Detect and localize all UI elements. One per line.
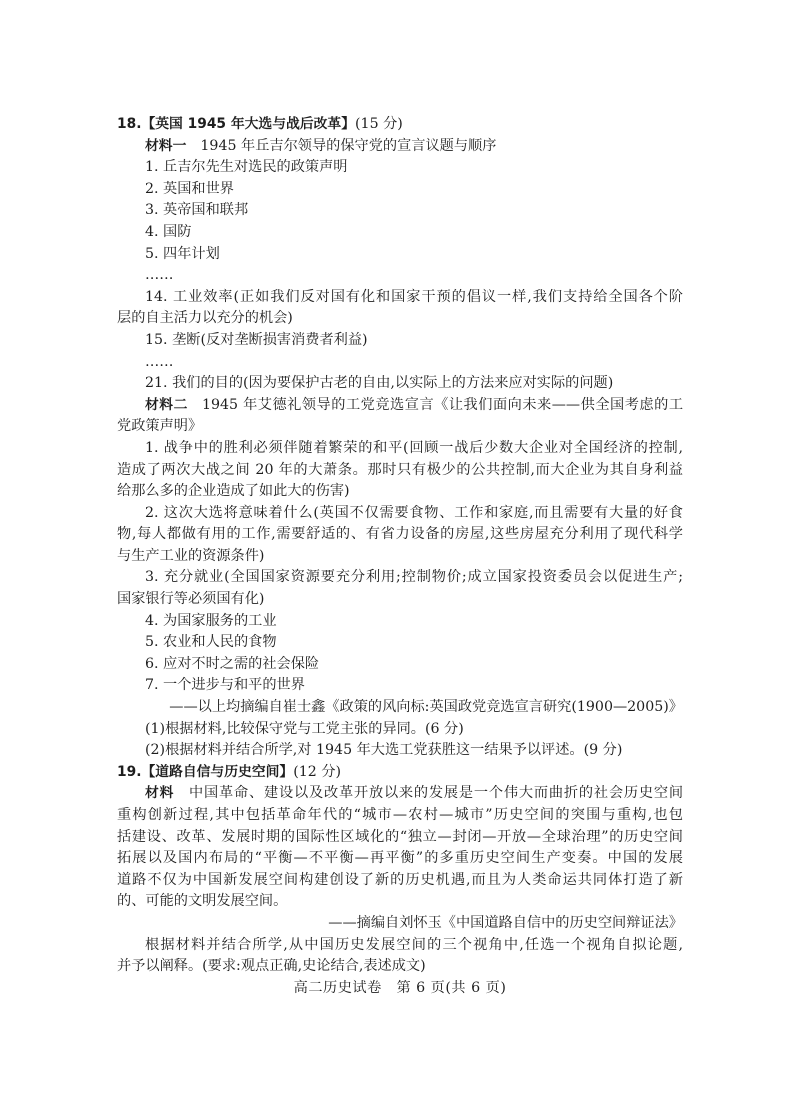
line-text: 15. 垄断(反对垄断损害消费者利益) — [145, 331, 368, 348]
text-line — [117, 265, 683, 287]
line-text: 重构创新过程,其中包括革命年代的“城市—农村—城市”历史空间的突围与重构,也包 — [117, 807, 683, 823]
text-line — [117, 503, 683, 525]
line-text: 国家银行等必须国有化) — [117, 591, 265, 608]
line-text: 中国革命、建设以及改革开放以来的发展是一个伟大而曲折的社会历史空间 — [188, 785, 683, 802]
line-text: 14. 工业效率(正如我们反对国有化和国家干预的倡议一样,我们支持给全国各个阶 — [145, 288, 683, 305]
text-line — [117, 827, 683, 849]
line-text: ——以上均摘编自崔士鑫《政策的风向标:英国政党竞选宣言研究(1900—2005)》 — [169, 699, 683, 716]
text-line — [117, 308, 683, 330]
text-line — [117, 589, 683, 611]
line-text: (15 分) — [355, 116, 403, 132]
line-text: 党政策声明》 — [117, 418, 203, 435]
text-line — [117, 287, 683, 309]
heading-label: 19.【道路自信与历史空间】 — [117, 763, 294, 780]
line-text: 物,每人都做有用的工作,需要舒适的、有省力设备的房屋,这些房屋充分利用了现代科学 — [117, 526, 683, 543]
line-text: 道路不仅为中国新发展空间构建创设了新的历史机遇,而且为人类命运共同体打造了新 — [117, 871, 683, 888]
text-line — [117, 956, 683, 978]
line-text: 根据材料并结合所学,从中国历史发展空间的三个视角中,任选一个视角自拟论题, — [145, 936, 683, 953]
line-text: …… — [145, 267, 174, 284]
line-text: 7. 一个进步与和平的世界 — [145, 677, 305, 694]
text-line — [117, 438, 683, 460]
text-line — [117, 244, 683, 266]
line-text: 1. 丘吉尔先生对选民的政策声明 — [145, 159, 348, 176]
exam-page-content — [117, 114, 683, 978]
text-line — [117, 481, 683, 503]
line-text: 5. 四年计划 — [145, 245, 220, 262]
line-text: (1)根据材料,比较保守党与工党主张的异同。(6 分) — [145, 720, 464, 737]
text-line — [117, 460, 683, 482]
text-line — [117, 373, 683, 395]
text-line — [117, 200, 683, 222]
text-line — [117, 697, 683, 719]
line-text: 21. 我们的目的(因为要保护古老的自由,以实际上的方法来应对实际的问题) — [145, 375, 614, 392]
line-text: 给那么多的企业造成了如此大的伤害) — [117, 483, 350, 500]
line-text: 1945 年艾德礼领导的工党竞选宣言《让我们面向未来——供全国考虑的工 — [201, 396, 683, 413]
line-text: 与生产工业的资源条件) — [117, 547, 265, 564]
line-text: 1. 战争中的胜利必须伴随着繁荣的和平(回顾一战后少数大企业对全国经济的控制, — [145, 439, 683, 456]
text-line — [117, 935, 683, 957]
text-line — [117, 762, 683, 784]
line-text: 层的自主活力以充分的机会) — [117, 310, 293, 327]
text-line — [117, 891, 683, 913]
text-line — [117, 114, 683, 136]
line-text: 2. 这次大选将意味着什么(英国不仅需要食物、工作和家庭,而且需要有大量的好食 — [145, 504, 683, 521]
line-text: 并予以阐释。(要求:观点正确,史论结合,表述成文) — [117, 958, 426, 975]
line-text: (12 分) — [293, 763, 342, 780]
text-line — [117, 567, 683, 589]
text-line — [117, 330, 683, 352]
line-text: 6. 应对不时之需的社会保险 — [145, 655, 320, 672]
text-line — [117, 222, 683, 244]
text-line — [117, 719, 683, 741]
text-line — [117, 870, 683, 892]
line-text: 3. 英帝国和联邦 — [145, 202, 249, 219]
text-line — [117, 157, 683, 179]
page-footer: 高二历史试卷 第 6 页(共 6 页) — [293, 980, 507, 996]
text-line — [117, 611, 683, 633]
line-text: 拓展以及国内布局的“平衡—不平衡—再平衡”的多重历史空间生产变奏。中国的发展 — [117, 850, 683, 867]
line-text: 1945 年丘吉尔领导的保守党的宣言议题与顺序 — [200, 137, 497, 154]
text-line — [117, 395, 683, 417]
text-line — [117, 848, 683, 870]
line-text: …… — [145, 353, 174, 370]
text-line — [117, 416, 683, 438]
line-text: 括建设、改革、发展时期的国际性区域化的“独立—封闭—开放—全球治理”的历史空间 — [117, 828, 683, 845]
heading-label: 18.【英国 1945 年大选与战后改革】 — [117, 116, 356, 132]
line-text: 的、可能的文明发展空间。 — [117, 893, 288, 910]
line-text: ——摘编自刘怀玉《中国道路自信中的历史空间辩证法》 — [328, 914, 683, 931]
text-line — [117, 136, 683, 158]
line-text: (2)根据材料并结合所学,对 1945 年大选工党获胜这一结果予以评述。(9 分) — [145, 742, 623, 759]
text-line — [117, 675, 683, 697]
line-text: 造成了两次大战之间 20 年的大萧条。那时只有极少的公共控制,而大企业为其自身利益 — [117, 461, 683, 478]
line-text: 3. 充分就业(全国国家资源要充分利用;控制物价;成立国家投资委员会以促进生产; — [145, 569, 683, 586]
text-line — [117, 179, 683, 201]
text-line — [117, 546, 683, 568]
text-line — [117, 524, 683, 546]
heading-label: 材料二 — [145, 396, 188, 413]
line-text: 5. 农业和人民的食物 — [145, 634, 277, 651]
line-text: 4. 为国家服务的工业 — [145, 612, 277, 629]
text-line — [117, 913, 683, 935]
text-line — [117, 740, 683, 762]
heading-label: 材料一 — [145, 137, 187, 154]
line-text: 4. 国防 — [145, 223, 192, 240]
line-text: 2. 英国和世界 — [145, 180, 234, 197]
text-line — [117, 654, 683, 676]
text-line — [117, 632, 683, 654]
text-line — [117, 805, 683, 827]
text-line — [117, 783, 683, 805]
heading-label: 材料 — [145, 785, 175, 802]
text-line — [117, 352, 683, 374]
